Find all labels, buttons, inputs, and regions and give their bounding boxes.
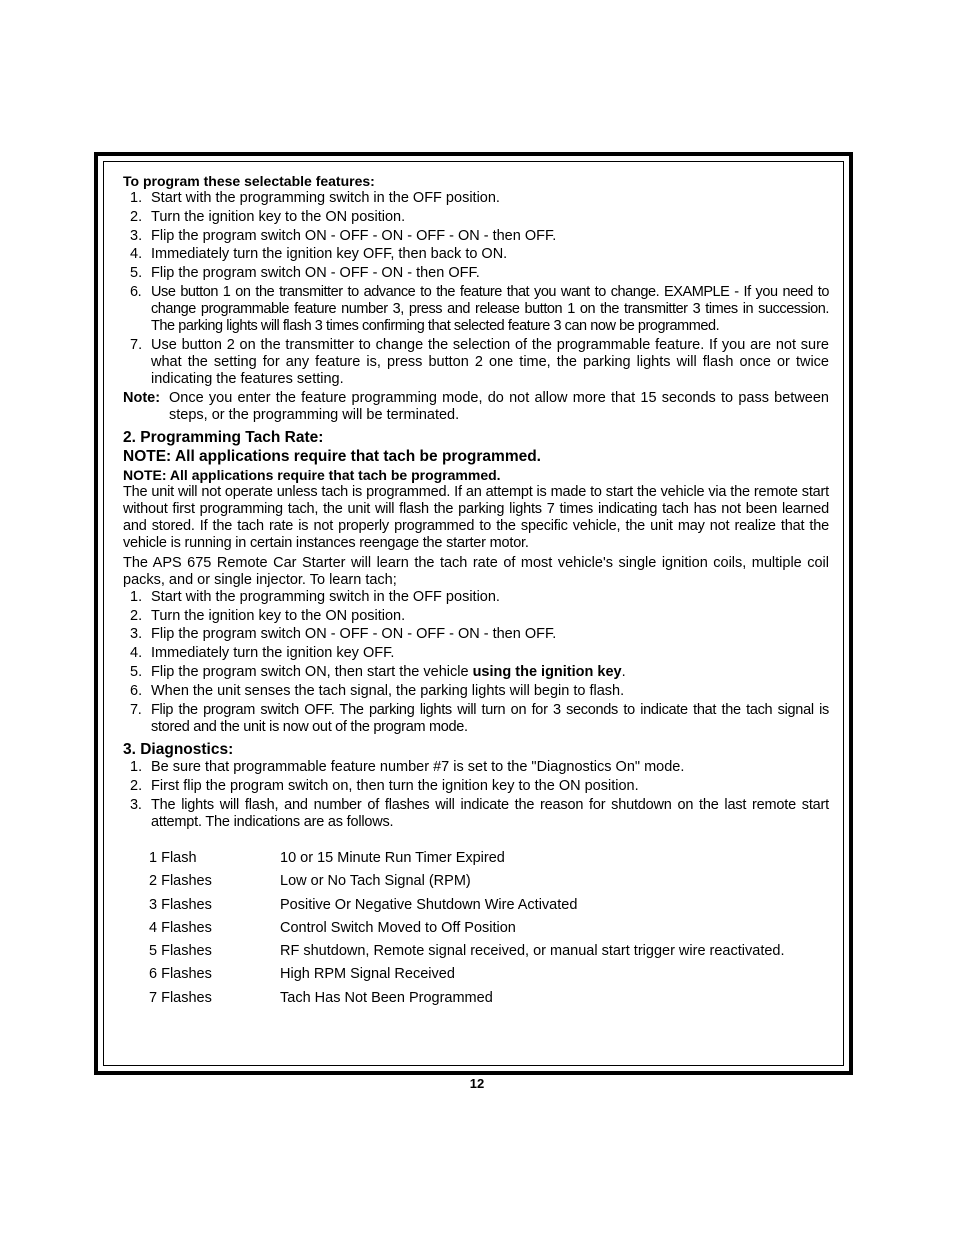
ignition-key-emphasis: using the ignition key (472, 663, 622, 680)
manual-content (123, 172, 829, 1013)
list-item: 4. Immediately turn the ignition key OFF, then back to ON. (130, 246, 508, 263)
section2-heading: 2. Programming Tach Rate: (123, 428, 324, 446)
list-item: 5. Flip the program switch ON, then start the vehicle using the ignition key. (130, 663, 626, 680)
note-text: Once you enter the feature programming mode, do not allow more that 15 seconds to pass between steps, or the programming will be terminated. (169, 389, 829, 423)
section3-heading: 3. Diagnostics: (123, 741, 234, 759)
section1-steps (123, 190, 829, 388)
list-item: 2. Turn the ignition key to the ON position. (130, 208, 406, 225)
list-item: 4. Immediately turn the ignition key OFF. (130, 645, 395, 662)
table-row: 2 Flashes Low or No Tach Signal (RPM) (149, 873, 471, 890)
list-item: 5. Flip the program switch ON - OFF - ON - then OFF. (130, 265, 480, 282)
list-item: 6. Use button 1 on the transmitter to advance to the feature that you want to change. EXAMPLE - If you need to change programmable feature number 3, press and release button 1 on the transmitter 3 times in succession. The parking lights will flash 3 times confirming that selected feature 3 can now be programmed. (130, 283, 829, 334)
section2-steps (123, 589, 829, 736)
table-row: 7 Flashes Tach Has Not Been Programmed (149, 989, 493, 1006)
programming-note (123, 390, 829, 424)
tach-paragraph-2: The APS 675 Remote Car Starter will learn the tach rate of most vehicle's single ignition coils, multiple coil packs, and or single injector. To learn tach; (123, 554, 829, 588)
tach-paragraph-1: The unit will not operate unless tach is programmed. If an attempt is made to start the vehicle via the remote start without first programming tach, the unit will flash the parking lights 7 times indicating tach has not been learned and stored. If the tach rate is not properly programmed to the specific vehicle, the unit may not realize that the vehicle is running in certain instances reengage the starter motor. (123, 483, 829, 551)
list-item: 3. Flip the program switch ON - OFF - ON - OFF - ON - then OFF. (130, 227, 557, 244)
list-item: 3. The lights will flash, and number of flashes will indicate the reason for shutdown on the last remote start attempt. The indications are as follows. (130, 796, 829, 830)
table-row: 4 Flashes Control Switch Moved to Off Position (149, 919, 516, 936)
list-item: 7. Flip the program switch OFF. The parking lights will turn on for 3 seconds to indicate that the tach signal is stored and the unit is now out of the program mode. (130, 701, 829, 735)
list-item: 2. Turn the ignition key to the ON position. (130, 607, 406, 624)
note-label: Note: (123, 389, 161, 406)
list-item: 6. When the unit senses the tach signal, the parking lights will begin to flash. (130, 682, 625, 699)
list-item: 2. First flip the program switch on, then turn the ignition key to the ON position. (130, 778, 639, 795)
list-item: 1. Start with the programming switch in the OFF position. (130, 190, 500, 206)
page-border-outer (94, 152, 853, 1075)
list-item: 7. Use button 2 on the transmitter to change the selection of the programmable feature. If you are not sure what the setting for any feature is, press button 2 one time, the parking lights will flash once or twice indicating the features setting. (130, 336, 829, 387)
table-row: 6 Flashes High RPM Signal Received (149, 966, 455, 983)
flash-code-table (149, 850, 785, 1013)
section3-steps (123, 759, 829, 831)
section2-note-large: NOTE: All applications require that tach be programmed. (123, 447, 541, 465)
list-item: 1. Be sure that programmable feature number #7 is set to the "Diagnostics On" mode. (130, 759, 685, 776)
table-row: 3 Flashes Positive Or Negative Shutdown Wire Activated (149, 896, 578, 913)
section1-heading: To program these selectable features: (123, 173, 375, 189)
page-number: 12 (469, 1076, 485, 1091)
list-item: 1. Start with the programming switch in the OFF position. (130, 588, 500, 605)
table-row: 5 Flashes RF shutdown, Remote signal received, or manual start trigger wire reactivated. (149, 943, 785, 960)
list-item: 3. Flip the program switch ON - OFF - ON - OFF - ON - then OFF. (130, 626, 557, 643)
section2-note-small: NOTE: All applications require that tach be programmed. (123, 466, 501, 483)
table-row: 1 Flash 10 or 15 Minute Run Timer Expired (149, 849, 505, 866)
page-border-inner (103, 161, 844, 1066)
